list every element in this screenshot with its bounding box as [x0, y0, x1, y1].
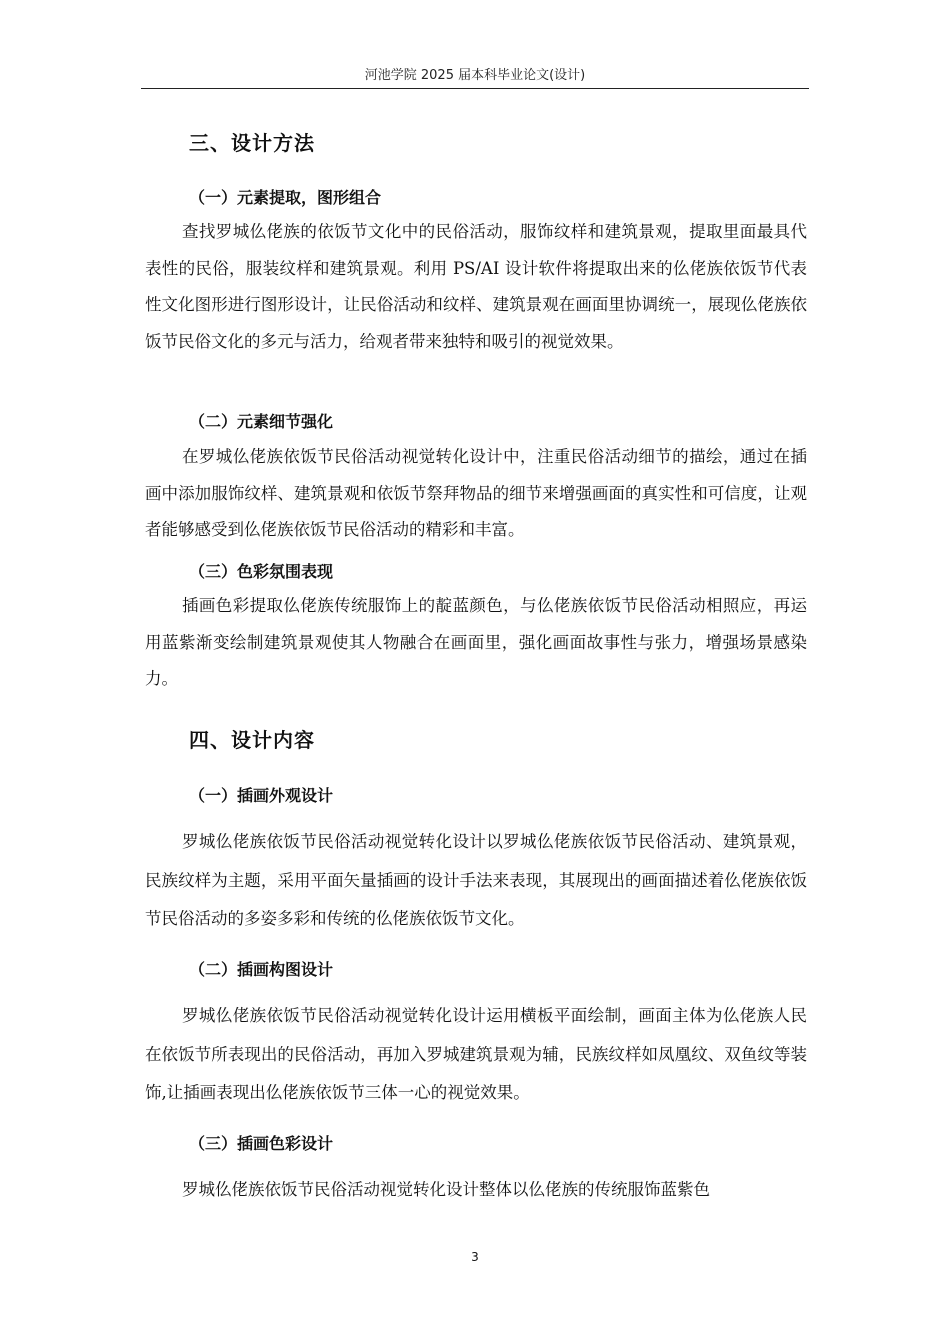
paragraph-color-atmosphere: 插画色彩提取仫佬族传统服饰上的靛蓝颜色，与仫佬族依饭节民俗活动相照应，再运用蓝紫渐变绘制建筑景观使其人物融合在画面里，强化画面故事性与张力，增强场景感染力。 [145, 596, 807, 689]
paragraph-detail-enhancement: 在罗城仫佬族依饭节民俗活动视觉转化设计中，注重民俗活动细节的描绘，通过在插画中添加服饰纹样、建筑景观和依饭节祭拜物品的细节来增强画面的真实性和可信度，让观者能够感受到仫佬族依饭节民俗活动的精彩和丰富。 [145, 447, 807, 540]
subsection-heading-illustration-appearance: （一）插画外观设计 [189, 786, 334, 805]
subsection-heading-illustration-color: （三）插画色彩设计 [189, 1134, 334, 1153]
section-heading-design-content: 四、设计内容 [189, 728, 315, 752]
section-heading-design-method: 三、设计方法 [189, 131, 315, 155]
running-header: 河池学院 2025 届本科毕业论文(设计) [141, 66, 809, 89]
subsection-heading-color-atmosphere: （三）色彩氛围表现 [189, 562, 334, 581]
paragraph-illustration-composition: 罗城仫佬族依饭节民俗活动视觉转化设计运用横板平面绘制，画面主体为仫佬族人民在依饭节所表现出的民俗活动，再加入罗城建筑景观为辅，民族纹样如凤凰纹、双鱼纹等装饰,让插画表现出仫佬族依饭节三体一心的视觉效果。 [145, 1006, 807, 1102]
paragraph-illustration-color: 罗城仫佬族依饭节民俗活动视觉转化设计整体以仫佬族的传统服饰蓝紫色 [182, 1180, 710, 1199]
paragraph-element-extraction: 查找罗城仫佬族的依饭节文化中的民俗活动，服饰纹样和建筑景观，提取里面最具代表性的民俗，服装纹样和建筑景观。利用 PS/AI 设计软件将提取出来的仫佬族依饭节代表性文化图形进行图形设计，让民俗活动和纹样、建筑景观在画面里协调统一，展现仫佬族依饭节民俗文化的多元与活力，给观者带来独特和吸引的视觉效果。 [145, 222, 807, 352]
subsection-heading-detail-enhancement: （二）元素细节强化 [189, 412, 334, 431]
subsection-heading-illustration-composition: （二）插画构图设计 [189, 960, 334, 979]
paragraph-illustration-appearance: 罗城仫佬族依饭节民俗活动视觉转化设计以罗城仫佬族依饭节民俗活动、建筑景观，民族纹样为主题，采用平面矢量插画的设计手法来表现，其展现出的画面描述着仫佬族依饭节民俗活动的多姿多彩和传统的仫佬族依饭节文化。 [145, 832, 807, 928]
page-number: 3 [471, 1250, 479, 1264]
subsection-heading-element-extraction: （一）元素提取，图形组合 [189, 188, 382, 207]
